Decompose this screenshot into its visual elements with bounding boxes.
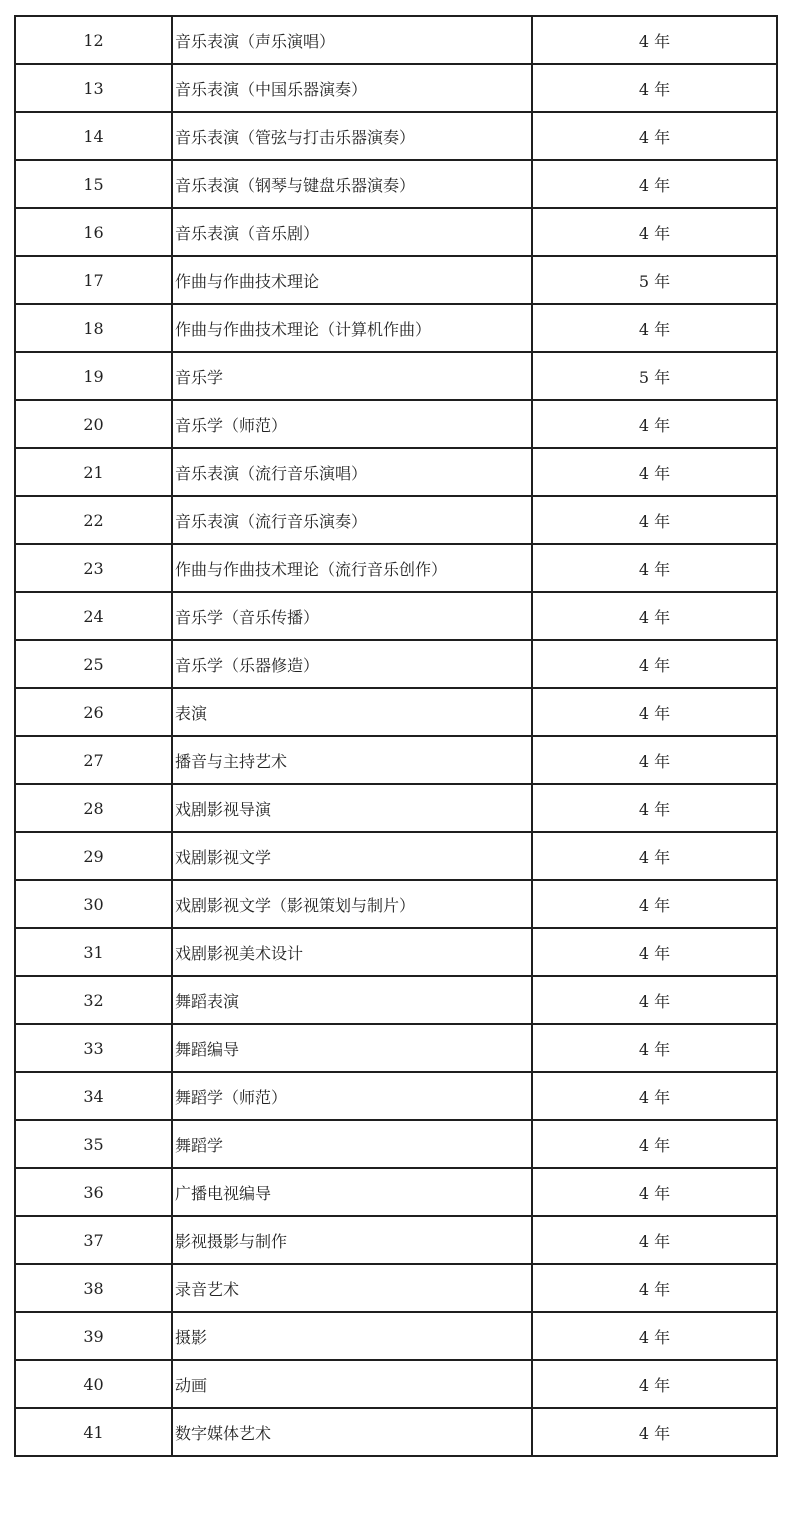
major-name: 音乐表演（流行音乐演奏） (172, 496, 532, 544)
study-duration: 4 年 (532, 1264, 777, 1312)
table-row (15, 208, 777, 256)
study-duration: 4 年 (532, 1360, 777, 1408)
table-row (15, 1120, 777, 1168)
table-row (15, 1360, 777, 1408)
table-row (15, 1168, 777, 1216)
table-row (15, 640, 777, 688)
row-number: 12 (15, 16, 172, 64)
major-name: 作曲与作曲技术理论（计算机作曲） (172, 304, 532, 352)
study-duration: 4 年 (532, 880, 777, 928)
table-row (15, 112, 777, 160)
major-name: 舞蹈表演 (172, 976, 532, 1024)
row-number: 38 (15, 1264, 172, 1312)
row-number: 16 (15, 208, 172, 256)
study-duration: 4 年 (532, 208, 777, 256)
major-name: 戏剧影视导演 (172, 784, 532, 832)
study-duration: 4 年 (532, 112, 777, 160)
study-duration: 4 年 (532, 688, 777, 736)
majors-table (14, 15, 778, 1457)
row-number: 36 (15, 1168, 172, 1216)
row-number: 30 (15, 880, 172, 928)
row-number: 41 (15, 1408, 172, 1456)
major-name: 音乐表演（管弦与打击乐器演奏） (172, 112, 532, 160)
row-number: 15 (15, 160, 172, 208)
table-row (15, 256, 777, 304)
study-duration: 4 年 (532, 976, 777, 1024)
study-duration: 4 年 (532, 64, 777, 112)
study-duration: 4 年 (532, 784, 777, 832)
study-duration: 4 年 (532, 832, 777, 880)
major-name: 作曲与作曲技术理论（流行音乐创作） (172, 544, 532, 592)
table-row (15, 544, 777, 592)
major-name: 音乐表演（中国乐器演奏） (172, 64, 532, 112)
row-number: 28 (15, 784, 172, 832)
major-name: 录音艺术 (172, 1264, 532, 1312)
table-row (15, 928, 777, 976)
row-number: 29 (15, 832, 172, 880)
row-number: 40 (15, 1360, 172, 1408)
row-number: 19 (15, 352, 172, 400)
major-name: 音乐表演（钢琴与键盘乐器演奏） (172, 160, 532, 208)
table-row (15, 736, 777, 784)
study-duration: 4 年 (532, 1408, 777, 1456)
major-name: 音乐表演（声乐演唱） (172, 16, 532, 64)
table-row (15, 448, 777, 496)
major-name: 音乐表演（流行音乐演唱） (172, 448, 532, 496)
table-row (15, 1216, 777, 1264)
major-name: 戏剧影视文学（影视策划与制片） (172, 880, 532, 928)
major-name: 戏剧影视文学 (172, 832, 532, 880)
table-row (15, 784, 777, 832)
major-name: 舞蹈学（师范） (172, 1072, 532, 1120)
row-number: 31 (15, 928, 172, 976)
table-row (15, 304, 777, 352)
table-row (15, 976, 777, 1024)
row-number: 17 (15, 256, 172, 304)
row-number: 22 (15, 496, 172, 544)
major-name: 表演 (172, 688, 532, 736)
table-row (15, 592, 777, 640)
major-name: 音乐学（乐器修造） (172, 640, 532, 688)
study-duration: 4 年 (532, 544, 777, 592)
study-duration: 4 年 (532, 592, 777, 640)
major-name: 音乐学（师范） (172, 400, 532, 448)
row-number: 25 (15, 640, 172, 688)
major-name: 数字媒体艺术 (172, 1408, 532, 1456)
study-duration: 4 年 (532, 400, 777, 448)
row-number: 39 (15, 1312, 172, 1360)
table-row (15, 1264, 777, 1312)
row-number: 33 (15, 1024, 172, 1072)
study-duration: 4 年 (532, 640, 777, 688)
study-duration: 4 年 (532, 736, 777, 784)
major-name: 作曲与作曲技术理论 (172, 256, 532, 304)
major-name: 播音与主持艺术 (172, 736, 532, 784)
table-row (15, 400, 777, 448)
row-number: 20 (15, 400, 172, 448)
table-row (15, 832, 777, 880)
study-duration: 4 年 (532, 448, 777, 496)
study-duration: 5 年 (532, 256, 777, 304)
study-duration: 4 年 (532, 928, 777, 976)
study-duration: 5 年 (532, 352, 777, 400)
table-row (15, 496, 777, 544)
table-row (15, 1024, 777, 1072)
table-row (15, 1408, 777, 1456)
row-number: 32 (15, 976, 172, 1024)
major-name: 摄影 (172, 1312, 532, 1360)
table-row (15, 688, 777, 736)
study-duration: 4 年 (532, 304, 777, 352)
table-row (15, 1312, 777, 1360)
table-row (15, 160, 777, 208)
major-name: 影视摄影与制作 (172, 1216, 532, 1264)
row-number: 27 (15, 736, 172, 784)
major-name: 舞蹈学 (172, 1120, 532, 1168)
majors-table-container (14, 15, 778, 1457)
major-name: 音乐学（音乐传播） (172, 592, 532, 640)
major-name: 音乐学 (172, 352, 532, 400)
table-row (15, 16, 777, 64)
study-duration: 4 年 (532, 1312, 777, 1360)
study-duration: 4 年 (532, 1072, 777, 1120)
table-row (15, 352, 777, 400)
row-number: 35 (15, 1120, 172, 1168)
row-number: 18 (15, 304, 172, 352)
row-number: 21 (15, 448, 172, 496)
row-number: 24 (15, 592, 172, 640)
majors-table-body (15, 16, 777, 1456)
table-row (15, 880, 777, 928)
row-number: 34 (15, 1072, 172, 1120)
table-row (15, 64, 777, 112)
row-number: 23 (15, 544, 172, 592)
major-name: 舞蹈编导 (172, 1024, 532, 1072)
study-duration: 4 年 (532, 496, 777, 544)
table-row (15, 1072, 777, 1120)
major-name: 戏剧影视美术设计 (172, 928, 532, 976)
major-name: 动画 (172, 1360, 532, 1408)
study-duration: 4 年 (532, 1120, 777, 1168)
row-number: 37 (15, 1216, 172, 1264)
study-duration: 4 年 (532, 1024, 777, 1072)
major-name: 广播电视编导 (172, 1168, 532, 1216)
study-duration: 4 年 (532, 1216, 777, 1264)
study-duration: 4 年 (532, 16, 777, 64)
row-number: 14 (15, 112, 172, 160)
row-number: 26 (15, 688, 172, 736)
study-duration: 4 年 (532, 160, 777, 208)
study-duration: 4 年 (532, 1168, 777, 1216)
major-name: 音乐表演（音乐剧） (172, 208, 532, 256)
row-number: 13 (15, 64, 172, 112)
